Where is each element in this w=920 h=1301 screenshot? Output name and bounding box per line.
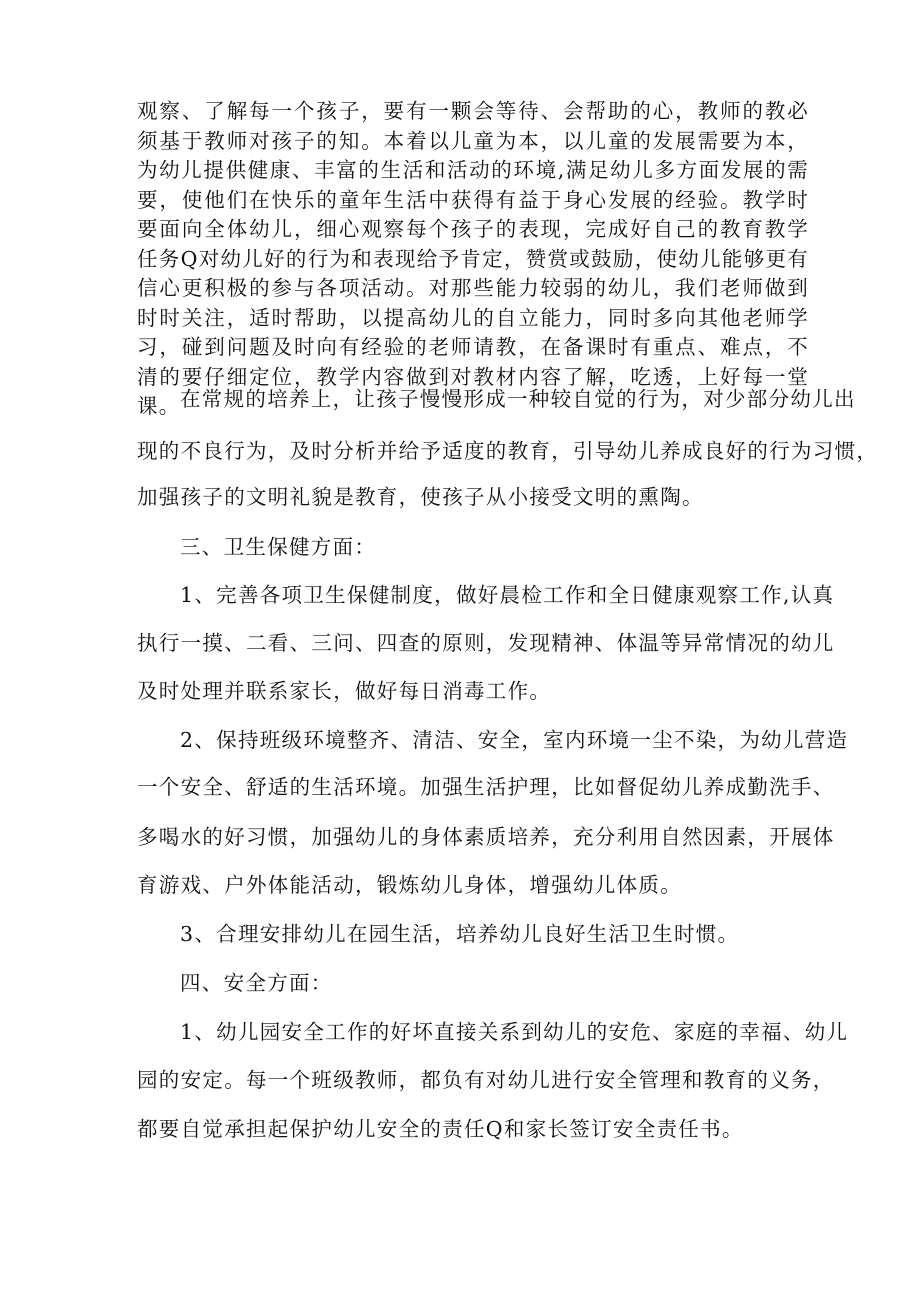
- section4-item1-line-2: 园的安定。每一个班级教师，都负有对幼儿进行安全管理和教育的义务，: [137, 1068, 835, 1092]
- intro-paragraph: 观察、了解每一个孩子，要有一颗会等待、会帮助的心，教师的教必须基于教师对孩子的知。本着以儿童为本，以儿童的发展需要为本，为幼儿提供健康、丰富的生活和活动的环境,满足幼儿多方面发展的需要，使他们在快乐的童年生活中获得有益于身心发展的经验。教学时要面向全体幼儿，细心观察每个孩子的表现，完成好自己的教育教学任务Q对幼儿好的行为和表现给予肯定，赞赏或鼓励，使幼儿能够更有信心更积极的参与各项活动。对那些能力较弱的幼儿，我们老师做到时时关注，适时帮助，以提高幼儿的自立能力，同时多向其他老师学习，碰到问题及时向有经验的老师请教，在备课时有重点、难点，不清的要仔细定位，教学内容做到对教材内容了解，吃透，上好每一堂课。: [137, 99, 809, 418]
- section3-item2-line-4: 育游戏、户外体能活动，锻炼幼儿身体，增强幼儿体质。: [137, 873, 682, 897]
- section3-item2-line-1: 2、保持班级环境整齐、清洁、安全，室内环境一尘不染，为幼儿营造: [180, 728, 849, 752]
- section3-item1-line-2: 执行一摸、二看、三问、四查的原则，发现精神、体温等异常情况的幼儿: [137, 631, 835, 655]
- section3-item3-line-1: 3、合理安排幼儿在园生活，培养幼儿良好生活卫生时惯。: [180, 922, 740, 946]
- section3-item2-line-3: 多喝水的好习惯，加强幼儿的身体素质培养，充分利用自然因素，开展体: [137, 825, 835, 849]
- section4-item1-line-3: 都要自觉承担起保护幼儿安全的责任Q和家长签订安全责任书。: [137, 1117, 744, 1141]
- routine-line-2: 现的不良行为，及时分析并给予适度的教育，引导幼儿养成良好的行为习惯，: [137, 439, 879, 463]
- section3-item1-line-1: 1、完善各项卫生保健制度，做好晨检工作和全日健康观察工作,认真: [180, 583, 835, 607]
- routine-line-3: 加强孩子的文明礼貌是教育，使孩子从小接受文明的熏陶。: [137, 485, 704, 509]
- section3-heading: 三、卫生保健方面：: [180, 535, 377, 559]
- section4-heading: 四、安全方面：: [180, 971, 333, 995]
- section3-item2-line-2: 一个安全、舒适的生活环境。加强生活护理，比如督促幼儿养成勤洗手、: [137, 775, 835, 799]
- section3-item1-line-3: 及时处理并联系家长，做好每日消毒工作。: [137, 679, 552, 703]
- routine-line-1: 在常规的培养上，让孩子慢慢形成一种较自觉的行为，对少部分幼儿出: [180, 387, 856, 411]
- section4-item1-line-1: 1、幼儿园安全工作的好坏直接关系到幼儿的安危、家庭的幸福、幼儿: [180, 1020, 849, 1044]
